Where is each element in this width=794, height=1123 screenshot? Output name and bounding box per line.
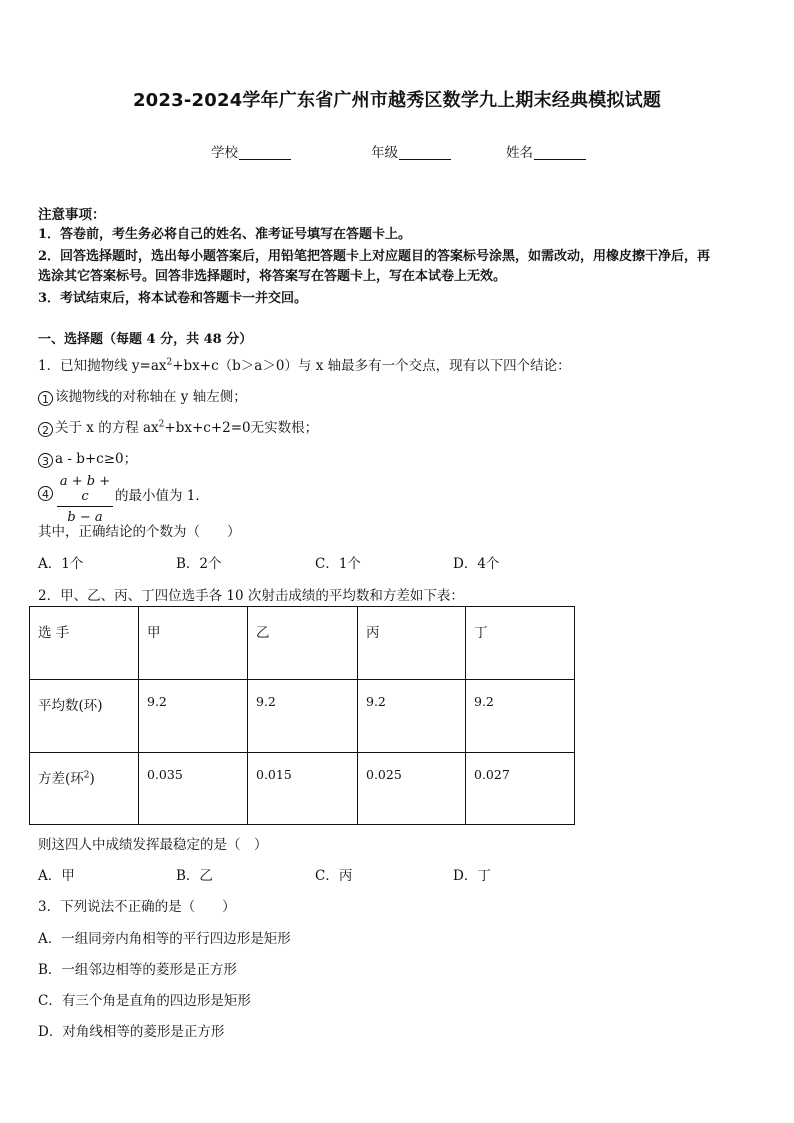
- q3-option-a: A．一组同旁内角相等的平行四边形是矩形: [38, 931, 291, 947]
- table-cell: 0.027: [466, 753, 575, 825]
- table-cell: 0.035: [139, 753, 248, 825]
- name-field: [506, 141, 586, 161]
- q1-option-d: D．4个: [453, 556, 500, 572]
- q1-conclusion-text: a - b+c≥0；: [55, 451, 138, 467]
- table-cell: 9.2: [248, 680, 358, 753]
- q1-conclusion-4-text: 的最小值为 1．: [115, 488, 209, 504]
- table-cell: 丁: [466, 607, 575, 680]
- q1-conclusion-text: 该抛物线的对称轴在 y 轴左侧；: [55, 389, 247, 405]
- q1-conclusion-exponent: 2: [158, 419, 165, 430]
- circled-number-icon: 1: [38, 391, 53, 406]
- note-item: 2．回答选择题时，选出每小题答案后，用铅笔把答题卡上对应题目的答案标号涂黑，如需改动，用橡皮擦干净后，再: [38, 249, 711, 264]
- table-cell: 9.2: [139, 680, 248, 753]
- fraction-numerator: a + b + c: [57, 474, 113, 507]
- table-cell: 选 手: [30, 607, 139, 680]
- grade-label: 年级: [371, 145, 398, 161]
- school-label: 学校: [211, 145, 238, 161]
- exam-title: 2023-2024学年广东省广州市越秀区数学九上期末经典模拟试题: [132, 90, 662, 111]
- circled-number-icon: 3: [38, 453, 53, 468]
- grade-blank: [399, 145, 451, 160]
- variance-label: 方差(环: [38, 771, 84, 787]
- q2-option-c: C．丙: [315, 868, 353, 884]
- q2-option-b: B．乙: [176, 868, 213, 884]
- school-blank: [239, 145, 291, 160]
- q1-stem-exponent: 2: [166, 357, 173, 368]
- name-blank: [534, 145, 586, 160]
- q2-question: 则这四人中成绩发挥最稳定的是（ ）: [38, 837, 268, 853]
- q1-stem: [38, 354, 571, 374]
- q2-option-a: A．甲: [38, 868, 75, 884]
- variance-exponent: 2: [83, 770, 90, 781]
- q1-conclusion-text: 关于 x 的方程 ax: [55, 420, 159, 436]
- q2-option-d: D．丁: [453, 868, 491, 884]
- note-item: 选涂其它答案标号。回答非选择题时，将答案写在答题卡上，写在本试卷上无效。: [38, 269, 507, 284]
- q1-question: 其中，正确结论的个数为（ ）: [38, 524, 241, 540]
- note-item: 1．答卷前，考生务必将自己的姓名、准考证号填写在答题卡上。: [38, 227, 412, 242]
- q3-option-b: B．一组邻边相等的菱形是正方形: [38, 962, 237, 978]
- table-cell: [30, 753, 139, 825]
- q3-stem: 3．下列说法不正确的是（ ）: [38, 899, 236, 915]
- table-row: [30, 753, 575, 825]
- table-row: [30, 680, 575, 753]
- table-row: [30, 607, 575, 680]
- table-cell: 9.2: [358, 680, 466, 753]
- q1-conclusion-text: +bx+c+2=0无实数根；: [164, 420, 319, 436]
- table-cell: 乙: [248, 607, 358, 680]
- table-cell: 0.025: [358, 753, 466, 825]
- table-cell: 0.015: [248, 753, 358, 825]
- notes-heading: 注意事项：: [38, 207, 106, 223]
- school-field: [211, 141, 291, 161]
- q1-conclusion-1: [38, 385, 247, 406]
- q1-conclusion-2: [38, 416, 318, 437]
- q2-stem: 2．甲、乙、丙、丁四位选手各 10 次射击成绩的平均数和方差如下表：: [38, 588, 464, 604]
- circled-number-icon: 2: [38, 422, 53, 437]
- fraction: [57, 474, 113, 525]
- q1-conclusion-3: [38, 447, 137, 468]
- variance-label-close: ): [89, 771, 95, 787]
- q1-stem-part: +bx+c（b＞a＞0）与 x 轴最多有一个交点，现有以下四个结论：: [172, 358, 571, 374]
- q1-option-c: C．1个: [315, 556, 361, 572]
- table-cell: 丙: [358, 607, 466, 680]
- table-cell: 甲: [139, 607, 248, 680]
- table-cell: 9.2: [466, 680, 575, 753]
- q1-stem-part: 1．已知抛物线 y=ax: [38, 358, 167, 374]
- fraction-denominator: b − a: [67, 510, 103, 525]
- circled-number-icon: 4: [38, 486, 53, 501]
- grade-field: [371, 141, 451, 161]
- note-item: 3．考试结束后，将本试卷和答题卡一并交回。: [38, 291, 308, 306]
- q1-conclusion-4-marker: [38, 484, 55, 501]
- q3-option-d: D．对角线相等的菱形是正方形: [38, 1024, 225, 1040]
- q1-option-a: A．1个: [38, 556, 84, 572]
- table-cell: 平均数(环): [30, 680, 139, 753]
- scores-table: [29, 606, 575, 825]
- name-label: 姓名: [506, 145, 533, 161]
- section-heading: 一、选择题（每题 4 分，共 48 分）: [38, 332, 253, 347]
- q1-option-b: B．2个: [176, 556, 222, 572]
- q3-option-c: C．有三个角是直角的四边形是矩形: [38, 993, 251, 1009]
